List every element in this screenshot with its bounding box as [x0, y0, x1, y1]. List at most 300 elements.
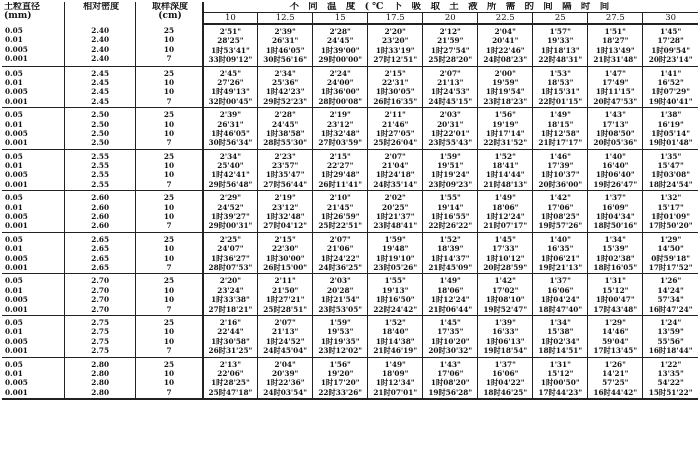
time-cell — [588, 357, 643, 399]
time-value: 1时10'12" — [485, 253, 525, 263]
time-value: 16'35" — [547, 244, 574, 254]
time-value: 32时00'45" — [208, 96, 253, 106]
density-value: 2.60 — [91, 193, 110, 203]
time-value: 20时23'14" — [648, 55, 693, 65]
time-value: 18'53" — [547, 77, 574, 87]
time-value: 14'24" — [657, 285, 684, 295]
time-value: 1'59" — [384, 234, 406, 244]
header-relative-density: 相对密度 — [65, 2, 136, 24]
time-value: 1时09'54" — [651, 45, 690, 55]
time-value: 18'41" — [492, 161, 519, 171]
density-value: 2.55 — [91, 151, 110, 161]
time-value: 1'40" — [549, 234, 571, 244]
table-row — [2, 191, 698, 233]
time-value: 1'22" — [660, 359, 682, 369]
time-value: 25时26'04" — [373, 138, 418, 148]
time-value: 1时42'23" — [265, 87, 305, 97]
depth-value: 7 — [166, 221, 172, 231]
time-value: 18'06" — [492, 202, 519, 212]
depth-cell — [136, 66, 203, 108]
time-value: 2'51" — [219, 27, 242, 36]
time-value: 1时27'05" — [375, 128, 415, 138]
time-value: 23'24" — [217, 285, 244, 295]
density-value: 2.70 — [91, 285, 110, 295]
time-value: 21'13" — [437, 77, 464, 87]
time-value: 1时19'54" — [485, 87, 525, 97]
depth-value: 25 — [163, 110, 175, 120]
diameter-cell — [2, 274, 65, 316]
depth-value: 25 — [163, 359, 175, 369]
time-cell — [533, 274, 588, 316]
time-value: 1'26" — [604, 359, 626, 369]
time-value: 1时49'13" — [211, 87, 250, 97]
diameter-value: 0.01 — [5, 119, 23, 129]
time-value: 1时33'19" — [375, 45, 415, 55]
time-value: 55'56" — [657, 336, 684, 346]
time-cell — [203, 274, 258, 316]
time-value: 1'24" — [660, 317, 682, 327]
time-cell — [533, 315, 588, 357]
time-cell — [368, 357, 423, 399]
time-value: 2'23" — [274, 151, 296, 161]
time-cell — [423, 191, 478, 233]
diameter-value: 0.01 — [5, 161, 23, 171]
table-row — [2, 66, 698, 108]
header-diameter-unit: (mm) — [4, 11, 32, 22]
time-cell — [423, 315, 478, 357]
diameter-value: 0.05 — [5, 151, 23, 161]
depth-value: 10 — [163, 161, 175, 171]
density-value: 2.40 — [91, 35, 110, 45]
time-value: 17'33" — [492, 244, 519, 254]
time-value: 23时53'05" — [318, 304, 363, 314]
time-cell — [588, 24, 643, 66]
density-value: 2.75 — [91, 327, 110, 337]
density-value: 2.50 — [91, 138, 110, 148]
density-value: 2.55 — [91, 179, 110, 189]
density-cell — [65, 108, 136, 150]
time-value: 1时12'24" — [430, 295, 470, 305]
time-cell — [533, 149, 588, 191]
time-value: 1'39" — [494, 317, 516, 327]
time-value: 1时35'47" — [265, 170, 305, 180]
time-value: 21时07'01" — [373, 387, 418, 397]
time-value: 24时36'25" — [318, 262, 363, 272]
density-value: 2.70 — [91, 295, 110, 305]
time-value: 1时01'09" — [651, 212, 690, 222]
time-value: 30时56'34" — [208, 138, 253, 148]
time-value: 1时21'54" — [320, 295, 360, 305]
density-value: 2.65 — [91, 253, 110, 263]
time-value: 27'26" — [217, 77, 244, 87]
time-value: 1时17'14" — [485, 128, 525, 138]
density-cell — [65, 191, 136, 233]
time-value: 23'57" — [272, 161, 299, 171]
time-cell — [258, 24, 313, 66]
time-value: 25'36" — [272, 77, 299, 87]
time-value: 20时36'00" — [538, 179, 583, 189]
time-value: 1'55" — [439, 193, 461, 203]
diameter-value: 0.001 — [5, 179, 28, 189]
time-value: 1时46'05" — [265, 45, 305, 55]
time-value: 54'22" — [657, 378, 684, 388]
time-value: 20'39" — [272, 368, 299, 378]
diameter-value: 0.005 — [5, 336, 28, 346]
time-value: 15'38" — [547, 327, 574, 337]
time-value: 1'37" — [549, 276, 571, 286]
diameter-value: 0.05 — [5, 317, 23, 327]
time-value: 19时52'47" — [483, 304, 528, 314]
depth-value: 10 — [163, 87, 175, 97]
time-value: 1时00'50" — [540, 378, 580, 388]
time-value: 1'34" — [549, 317, 571, 327]
time-value: 16'52" — [657, 77, 684, 87]
time-value: 2'34" — [274, 68, 296, 78]
time-value: 30时56'16" — [263, 55, 308, 65]
time-value: 2'07" — [329, 234, 351, 244]
density-value: 2.60 — [91, 212, 110, 222]
diameter-value: 0.001 — [5, 346, 28, 356]
header-temperature-title: 不 同 温 度 (℃ 下 吸 取 土 液 所 需 的 间 隔 时 间 — [203, 2, 698, 13]
time-value: 2'29" — [219, 193, 242, 203]
header-particle-diameter — [2, 2, 65, 24]
time-value: 1时14'38" — [375, 336, 415, 346]
depth-value: 7 — [166, 96, 172, 106]
time-value: 1时22'46" — [485, 45, 525, 55]
time-value: 17时50'20" — [648, 221, 693, 231]
diameter-value: 0.01 — [5, 77, 23, 87]
depth-value: 10 — [163, 212, 175, 222]
time-value: 1时08'10" — [485, 295, 525, 305]
time-value: 1时28'25" — [211, 378, 250, 388]
diameter-value: 0.001 — [5, 262, 28, 272]
density-value: 2.80 — [91, 387, 110, 397]
time-value: 1时39'27" — [211, 212, 250, 222]
time-value: 1'45" — [660, 27, 682, 36]
table-row — [2, 149, 698, 191]
time-value: 1时24'53" — [430, 87, 470, 97]
time-value: 1时24'22" — [320, 253, 360, 263]
depth-value: 7 — [166, 138, 172, 148]
diameter-value: 0.01 — [5, 202, 23, 212]
temperature-header: 22.5 — [478, 13, 533, 25]
time-value: 1时08'25" — [540, 212, 580, 222]
time-value: 1时04'24" — [540, 295, 580, 305]
diameter-value: 0.001 — [5, 96, 28, 106]
time-value: 19'19" — [492, 119, 519, 129]
time-value: 18时46'25" — [483, 387, 528, 397]
time-value: 22时01'15" — [538, 96, 583, 106]
time-value: 23时05'26" — [373, 262, 418, 272]
time-value: 16'06" — [547, 285, 574, 295]
density-cell — [65, 149, 136, 191]
depth-cell — [136, 357, 203, 399]
table-row — [2, 274, 698, 316]
diameter-cell — [2, 191, 65, 233]
time-value: 2'16" — [219, 317, 242, 327]
time-value: 1时02'38" — [595, 253, 635, 263]
time-value: 28时07'53" — [208, 262, 253, 272]
time-value: 1时27'54" — [430, 45, 470, 55]
temperature-header: 10 — [203, 13, 258, 25]
time-value: 2'13" — [219, 359, 242, 369]
time-value: 22'30" — [272, 244, 299, 254]
depth-value: 10 — [163, 368, 175, 378]
time-value: 1时36'27" — [211, 253, 250, 263]
time-value: 20'41" — [492, 36, 519, 46]
time-value: 21'13" — [272, 327, 299, 337]
time-value: 1时26'59" — [320, 212, 360, 222]
density-value: 2.45 — [91, 77, 110, 87]
header-diameter-label: 土粒直径 — [4, 2, 41, 12]
time-value: 19'14" — [437, 202, 464, 212]
table-row — [2, 108, 698, 150]
time-value: 23'12" — [272, 202, 299, 212]
temperature-header: 30 — [643, 13, 698, 25]
time-cell — [258, 149, 313, 191]
time-value: 1'56" — [494, 110, 516, 120]
time-value: 22时31'52" — [483, 138, 528, 148]
depth-value: 7 — [166, 54, 172, 64]
diameter-cell — [2, 232, 65, 274]
time-value: 1时22'01" — [430, 128, 470, 138]
time-cell — [368, 149, 423, 191]
time-value: 21'06" — [327, 244, 354, 254]
diameter-value: 0.001 — [5, 138, 28, 148]
density-value: 2.60 — [91, 202, 110, 212]
time-value: 1'49" — [384, 359, 406, 369]
time-value: 1'37" — [604, 193, 626, 203]
depth-value: 7 — [166, 179, 172, 189]
time-value: 1'53" — [549, 68, 571, 78]
time-value: 1'26" — [660, 276, 682, 286]
density-value: 2.65 — [91, 234, 110, 244]
density-value: 2.50 — [91, 128, 110, 138]
time-value: 2'12" — [439, 27, 461, 36]
time-value: 28时55'30" — [263, 138, 308, 148]
temperature-header: 25 — [533, 13, 588, 25]
time-value: 27时03'59" — [318, 138, 363, 148]
time-cell — [643, 24, 698, 66]
temperature-header: 17.5 — [368, 13, 423, 25]
time-value: 14'21" — [602, 368, 629, 378]
time-value: 21'04" — [382, 161, 409, 171]
depth-value: 25 — [163, 317, 175, 327]
time-value: 1时13'49" — [595, 45, 635, 55]
diameter-cell — [2, 66, 65, 108]
time-cell — [423, 108, 478, 150]
time-value: 1时18'13" — [540, 45, 580, 55]
time-cell — [258, 315, 313, 357]
time-cell — [203, 149, 258, 191]
time-value: 2'39" — [274, 27, 296, 36]
time-value: 23时55'43" — [428, 138, 473, 148]
time-value: 13'35" — [657, 368, 684, 378]
time-value: 1时21'37" — [375, 212, 415, 222]
density-cell — [65, 357, 136, 399]
time-cell — [643, 108, 698, 150]
time-cell — [643, 232, 698, 274]
time-value: 21时31'48" — [593, 55, 638, 65]
time-value: 1'59" — [439, 151, 461, 161]
time-value: 1'51" — [604, 27, 626, 36]
time-value: 2'28" — [329, 27, 351, 36]
depth-value: 10 — [163, 285, 175, 295]
density-value: 2.80 — [91, 378, 110, 388]
time-value: 18时47'40" — [538, 304, 583, 314]
time-value: 22'44" — [217, 327, 244, 337]
time-value: 21'45" — [327, 202, 354, 212]
time-value: 2'19" — [329, 110, 351, 120]
time-value: 2'19" — [274, 193, 296, 203]
time-value: 27时18'21" — [208, 304, 253, 314]
time-value: 1'47" — [604, 68, 626, 78]
time-value: 1时16'50" — [375, 295, 415, 305]
depth-value: 10 — [163, 44, 175, 54]
time-value: 24时03'54" — [263, 387, 308, 397]
time-value: 15'17" — [657, 202, 684, 212]
time-value: 26时15'00" — [263, 262, 308, 272]
time-value: 19'53" — [327, 327, 354, 337]
depth-value: 10 — [163, 128, 175, 138]
time-value: 2'28" — [274, 110, 296, 120]
time-value: 1时30'58" — [211, 336, 250, 346]
time-cell — [368, 315, 423, 357]
time-value: 25时22'51" — [318, 221, 363, 231]
time-value: 2'07" — [274, 317, 296, 327]
time-value: 1'49" — [439, 276, 461, 286]
time-value: 1时11'15" — [595, 87, 635, 97]
time-value: 1'55" — [384, 276, 406, 286]
time-value: 57'34" — [657, 295, 684, 305]
time-value: 19'48" — [382, 244, 409, 254]
time-value: 16'06" — [492, 368, 519, 378]
time-value: 17'49" — [602, 77, 629, 87]
time-value: 1时33'38" — [211, 295, 250, 305]
time-cell — [423, 274, 478, 316]
time-cell — [368, 191, 423, 233]
density-value: 2.40 — [91, 44, 110, 54]
time-cell — [533, 24, 588, 66]
table-row — [2, 232, 698, 274]
time-value: 15'39" — [602, 244, 629, 254]
diameter-value: 0.01 — [5, 285, 23, 295]
time-value: 21时07'17" — [483, 221, 528, 231]
time-cell — [313, 315, 368, 357]
time-cell — [643, 191, 698, 233]
time-value: 1'32" — [660, 193, 682, 203]
time-cell — [258, 66, 313, 108]
time-value: 14'46" — [602, 327, 629, 337]
time-value: 19时56'28" — [428, 387, 473, 397]
time-value: 19'13" — [382, 285, 409, 295]
time-value: 2'39" — [219, 110, 242, 120]
time-value: 1'43" — [604, 110, 626, 120]
diameter-value: 0.001 — [5, 304, 28, 314]
time-value: 1时19'24" — [430, 170, 470, 180]
time-value: 20'28" — [327, 285, 354, 295]
time-value: 22'31" — [382, 77, 409, 87]
diameter-value: 0.005 — [5, 170, 28, 180]
time-value: 17'35" — [437, 327, 464, 337]
time-value: 1'57" — [549, 27, 571, 36]
time-value: 2'00" — [494, 68, 516, 78]
time-value: 1'34" — [604, 234, 626, 244]
time-value: 22时26'22" — [428, 221, 473, 231]
time-value: 1'41" — [660, 68, 682, 78]
time-value: 18'40" — [382, 327, 409, 337]
diameter-value: 0.05 — [5, 26, 23, 35]
time-value: 1时12'24" — [485, 212, 525, 222]
time-cell — [313, 357, 368, 399]
time-value: 2'25" — [219, 234, 242, 244]
depth-value: 10 — [163, 378, 175, 388]
time-value: 2'07" — [384, 151, 406, 161]
time-value: 1时07'29" — [651, 87, 690, 97]
time-value: 21时48'13" — [483, 179, 528, 189]
time-value: 25时28'51" — [263, 304, 308, 314]
time-value: 29时56'48" — [208, 179, 253, 189]
time-value: 2'03" — [439, 110, 461, 120]
time-value: 17时17'52" — [648, 262, 693, 272]
depth-value: 10 — [163, 253, 175, 263]
diameter-value: 0.001 — [5, 221, 28, 231]
time-value: 17'02" — [492, 285, 519, 295]
time-value: 1'45" — [439, 317, 461, 327]
temperature-header: 15 — [313, 13, 368, 25]
depth-cell — [136, 24, 203, 66]
density-value: 2.75 — [91, 336, 110, 346]
time-value: 1时03'08" — [651, 170, 690, 180]
table-row — [2, 315, 698, 357]
density-cell — [65, 232, 136, 274]
time-value: 1时08'50" — [595, 128, 635, 138]
diameter-value: 0.001 — [5, 387, 28, 397]
time-value: 1'49" — [494, 193, 516, 203]
time-value: 22'06" — [217, 368, 244, 378]
time-cell — [313, 66, 368, 108]
time-value: 1时14'37" — [430, 253, 470, 263]
density-value: 2.55 — [91, 161, 110, 171]
depth-cell — [136, 191, 203, 233]
time-cell — [478, 24, 533, 66]
time-value: 1时19'35" — [320, 336, 360, 346]
time-value: 26时31'25" — [208, 346, 253, 356]
density-value: 2.45 — [91, 87, 110, 97]
time-value: 15时51'22" — [648, 387, 693, 397]
depth-value: 10 — [163, 77, 175, 87]
time-value: 16'40" — [602, 161, 629, 171]
time-cell — [478, 274, 533, 316]
time-value: 21时17'17" — [538, 138, 583, 148]
time-value: 1'45" — [494, 234, 516, 244]
time-cell — [258, 357, 313, 399]
time-value: 19时21'13" — [538, 262, 583, 272]
time-cell — [588, 108, 643, 150]
time-value: 1时06'13" — [485, 336, 525, 346]
time-value: 16时18'44" — [648, 346, 693, 356]
time-cell — [588, 232, 643, 274]
density-cell — [65, 274, 136, 316]
time-value: 24时45'04" — [263, 346, 308, 356]
time-value: 17'13" — [602, 119, 629, 129]
time-cell — [533, 66, 588, 108]
time-value: 1'52" — [439, 234, 461, 244]
time-cell — [478, 149, 533, 191]
depth-value: 10 — [163, 327, 175, 337]
time-value: 1时46'05" — [211, 128, 250, 138]
time-value: 1时19'10" — [375, 253, 415, 263]
